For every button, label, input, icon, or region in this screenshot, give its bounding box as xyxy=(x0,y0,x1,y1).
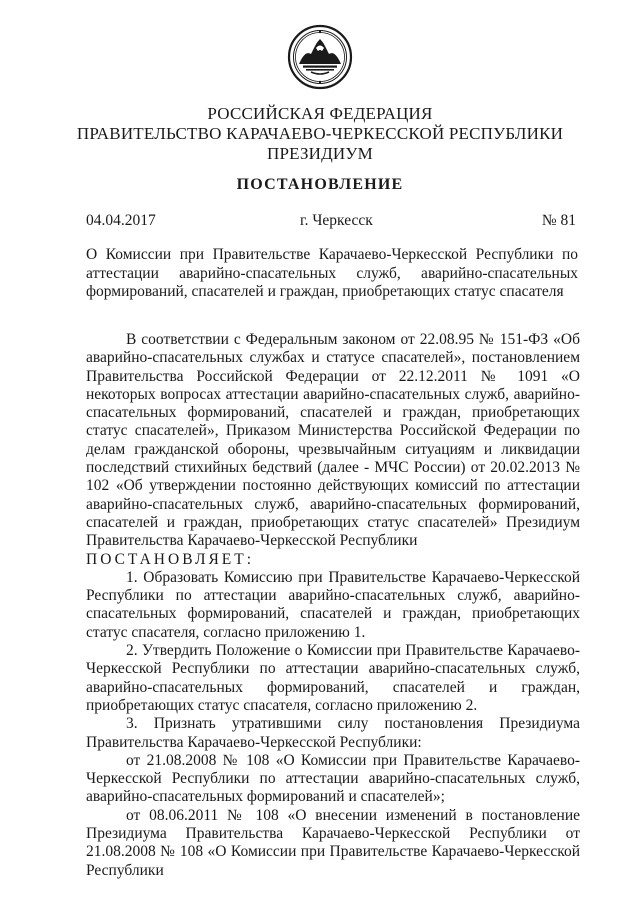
preamble-paragraph: В соответствии с Федеральным законом от 22.08.95 № 151-ФЗ «Об аварийно-спасательных службах и статусе спасателей», постановлением Правительства Российской Федерации от 22.12.2011 № 1091 «О некоторых вопросах аттестации аварийно-спасательных служб, аварийно-спасательных формирований, спасателей и граждан, приобретающих статус спасателей», Приказом Министерства Российской Федерации по делам гражданской обороны, чрезвычайным ситуациям и ликвидации последствий стихийных бедствий (далее - МЧС России) от 20.02.2013 № 102 «Об утверждении постоянно действующих комиссий по аттестации аварийно-спасательных служб, аварийно-спасательных формирований, спасателей и граждан, приобретающих статус спасателей» Президиум Правительства Карачаево-Черкесской Республики xyxy=(86,331,580,550)
item-3-paragraph: 3. Признать утратившими силу постановления Президиума Правительства Карачаево-Черкесской Республики: xyxy=(86,715,580,751)
item-3b-paragraph: от 08.06.2011 № 108 «О внесении изменений в постановление Президиума Правительства Карачаево-Черкесской Республики от 21.08.2008 № 108 «О Комиссии при Правительстве Карачаево-Черкесской Республики xyxy=(86,806,580,879)
document-number: № 81 xyxy=(541,212,576,229)
item-1-paragraph: 1. Образовать Комиссию при Правительстве Карачаево-Черкесской Республики по аттестации аварийно-спасательных служб, аварийно-спасательных формирований, спасателей и граждан, приобретающих статус спасателя, согласно приложению 1. xyxy=(86,568,580,641)
item-2-paragraph: 2. Утвердить Положение о Комиссии при Правительстве Карачаево-Черкесской Республики по аттестации аварийно-спасательных служб, аварийно-спасательных формирований, спасателей и граждан, приобретающих статус спасателя, согласно приложению 2. xyxy=(86,642,580,714)
document-meta xyxy=(86,212,576,232)
document-date: 04.04.2017 xyxy=(86,212,156,229)
header-presidium: ПРЕЗИДИУМ xyxy=(267,144,373,163)
document-title: ПОСТАНОВЛЕНИЕ xyxy=(236,176,404,193)
header-government: ПРАВИТЕЛЬСТВО КАРАЧАЕВО-ЧЕРКЕССКОЙ РЕСПУБЛИКИ xyxy=(76,124,564,143)
header-country: РОССИЙСКАЯ ФЕДЕРАЦИЯ xyxy=(207,104,433,123)
coat-of-arms-emblem xyxy=(287,24,353,90)
item-3a-paragraph: от 21.08.2008 № 108 «О Комиссии при Правительстве Карачаево-Черкесской Республики по аттестации аварийно-спасательных служб, аварийно-спасательных формирований и спасателей»; xyxy=(86,751,580,806)
resolve-heading: ПОСТАНОВЛЯЕТ: xyxy=(86,550,255,568)
document-subject: О Комиссии при Правительстве Карачаево-Черкесской Республики по аттестации аварийно-спасательных служб, аварийно-спасательных формирований, спасателей и граждан, приобретающих статус спасателя xyxy=(86,246,578,300)
document-city: г. Черкесск xyxy=(300,212,373,229)
document-body xyxy=(86,331,580,880)
